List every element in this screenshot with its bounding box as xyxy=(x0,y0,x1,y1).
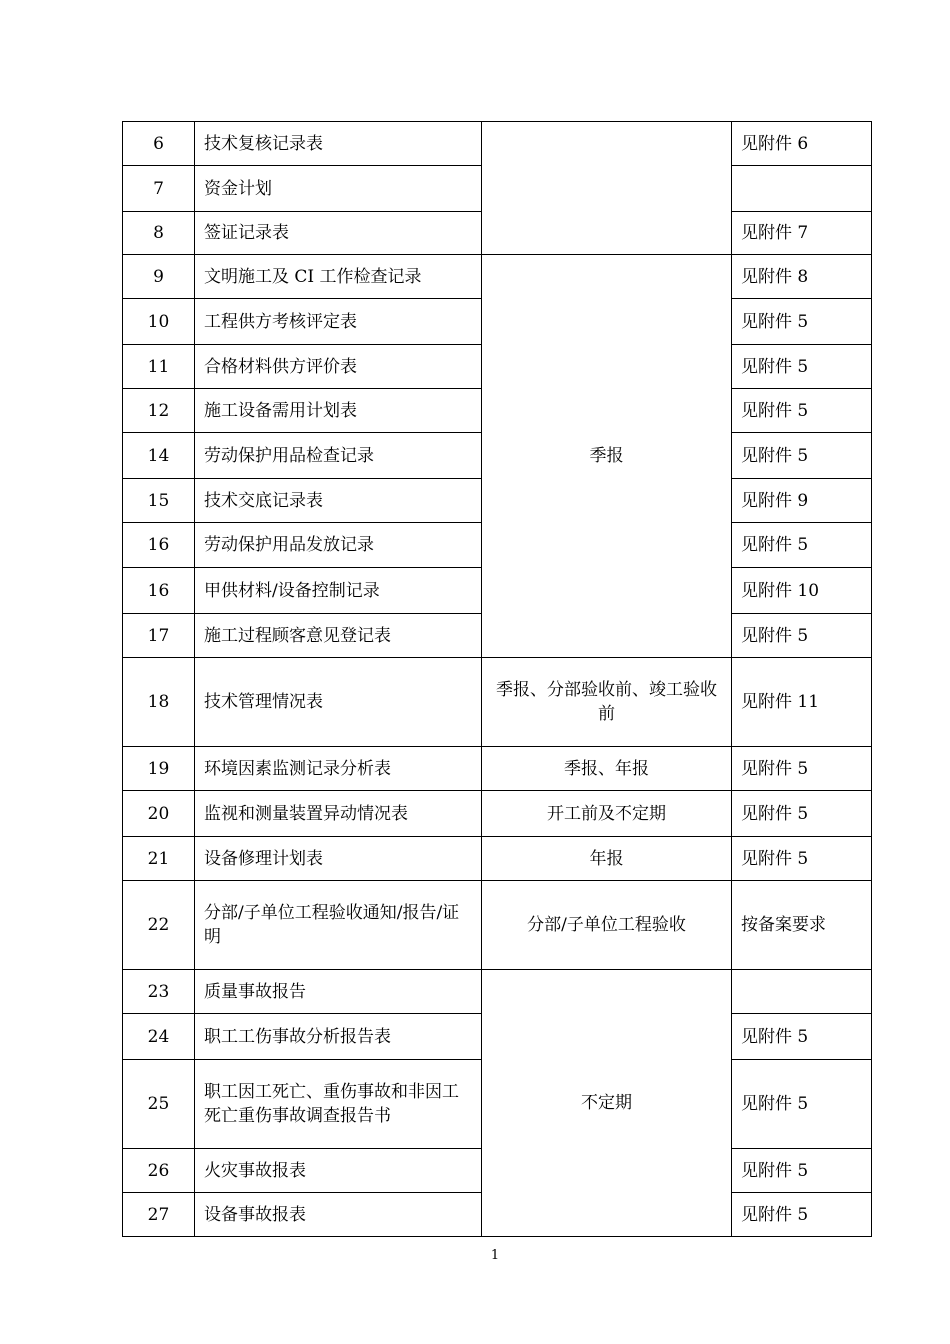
record-name-cell: 签证记录表 xyxy=(195,212,482,255)
frequency-cell: 开工前及不定期 xyxy=(482,791,732,837)
row-number-cell: 23 xyxy=(123,970,195,1014)
attachment-cell: 见附件 5 xyxy=(732,1149,872,1193)
attachment-cell: 见附件 5 xyxy=(732,837,872,881)
frequency-cell xyxy=(482,122,732,255)
record-name-cell: 施工设备需用计划表 xyxy=(195,389,482,433)
record-name-cell: 监视和测量装置异动情况表 xyxy=(195,791,482,837)
frequency-cell: 季报、分部验收前、竣工验收前 xyxy=(482,658,732,747)
record-name-cell: 火灾事故报表 xyxy=(195,1149,482,1193)
frequency-cell: 季报、年报 xyxy=(482,747,732,791)
record-name-cell: 施工过程顾客意见登记表 xyxy=(195,614,482,658)
attachment-cell: 见附件 8 xyxy=(732,255,872,299)
attachment-cell: 见附件 5 xyxy=(732,791,872,837)
frequency-cell: 年报 xyxy=(482,837,732,881)
row-number-cell: 25 xyxy=(123,1060,195,1149)
record-name-cell: 质量事故报告 xyxy=(195,970,482,1014)
record-name-cell: 职工工伤事故分析报告表 xyxy=(195,1014,482,1060)
table-row xyxy=(123,970,872,1014)
row-number-cell: 26 xyxy=(123,1149,195,1193)
row-number-cell: 15 xyxy=(123,479,195,523)
frequency-cell: 不定期 xyxy=(482,970,732,1237)
record-name-cell: 劳动保护用品检查记录 xyxy=(195,433,482,479)
row-number-cell: 16 xyxy=(123,523,195,568)
frequency-cell: 季报 xyxy=(482,255,732,658)
record-name-cell: 文明施工及 CI 工作检查记录 xyxy=(195,255,482,299)
table-row xyxy=(123,122,872,166)
frequency-cell: 分部/子单位工程验收 xyxy=(482,881,732,970)
row-number-cell: 19 xyxy=(123,747,195,791)
attachment-cell: 见附件 5 xyxy=(732,345,872,389)
row-number-cell: 10 xyxy=(123,299,195,345)
attachment-cell: 见附件 10 xyxy=(732,568,872,614)
page-number: 1 xyxy=(490,1248,500,1263)
row-number-cell: 17 xyxy=(123,614,195,658)
attachment-cell: 见附件 7 xyxy=(732,212,872,255)
row-number-cell: 27 xyxy=(123,1193,195,1237)
row-number-cell: 18 xyxy=(123,658,195,747)
row-number-cell: 9 xyxy=(123,255,195,299)
row-number-cell: 6 xyxy=(123,122,195,166)
attachment-cell: 见附件 5 xyxy=(732,433,872,479)
records-table-body xyxy=(123,122,872,1237)
attachment-cell: 见附件 5 xyxy=(732,614,872,658)
row-number-cell: 20 xyxy=(123,791,195,837)
record-name-cell: 甲供材料/设备控制记录 xyxy=(195,568,482,614)
row-number-cell: 22 xyxy=(123,881,195,970)
attachment-cell: 见附件 5 xyxy=(732,299,872,345)
record-name-cell: 合格材料供方评价表 xyxy=(195,345,482,389)
row-number-cell: 14 xyxy=(123,433,195,479)
attachment-cell: 按备案要求 xyxy=(732,881,872,970)
record-name-cell: 技术复核记录表 xyxy=(195,122,482,166)
table-row xyxy=(123,881,872,970)
attachment-cell: 见附件 5 xyxy=(732,1060,872,1149)
table-row xyxy=(123,658,872,747)
attachment-cell: 见附件 5 xyxy=(732,747,872,791)
table-row xyxy=(123,255,872,299)
attachment-cell xyxy=(732,166,872,212)
record-name-cell: 劳动保护用品发放记录 xyxy=(195,523,482,568)
record-name-cell: 分部/子单位工程验收通知/报告/证明 xyxy=(195,881,482,970)
row-number-cell: 21 xyxy=(123,837,195,881)
record-name-cell: 技术管理情况表 xyxy=(195,658,482,747)
record-name-cell: 设备修理计划表 xyxy=(195,837,482,881)
table-row xyxy=(123,791,872,837)
row-number-cell: 8 xyxy=(123,212,195,255)
row-number-cell: 7 xyxy=(123,166,195,212)
records-table xyxy=(122,121,872,1237)
table-row xyxy=(123,837,872,881)
attachment-cell: 见附件 9 xyxy=(732,479,872,523)
row-number-cell: 11 xyxy=(123,345,195,389)
record-name-cell: 工程供方考核评定表 xyxy=(195,299,482,345)
record-name-cell: 设备事故报表 xyxy=(195,1193,482,1237)
attachment-cell: 见附件 5 xyxy=(732,523,872,568)
table-row xyxy=(123,747,872,791)
record-name-cell: 技术交底记录表 xyxy=(195,479,482,523)
row-number-cell: 12 xyxy=(123,389,195,433)
attachment-cell xyxy=(732,970,872,1014)
attachment-cell: 见附件 5 xyxy=(732,1193,872,1237)
attachment-cell: 见附件 5 xyxy=(732,389,872,433)
attachment-cell: 见附件 6 xyxy=(732,122,872,166)
row-number-cell: 16 xyxy=(123,568,195,614)
record-name-cell: 资金计划 xyxy=(195,166,482,212)
row-number-cell: 24 xyxy=(123,1014,195,1060)
attachment-cell: 见附件 11 xyxy=(732,658,872,747)
record-name-cell: 环境因素监测记录分析表 xyxy=(195,747,482,791)
record-name-cell: 职工因工死亡、重伤事故和非因工死亡重伤事故调查报告书 xyxy=(195,1060,482,1149)
attachment-cell: 见附件 5 xyxy=(732,1014,872,1060)
